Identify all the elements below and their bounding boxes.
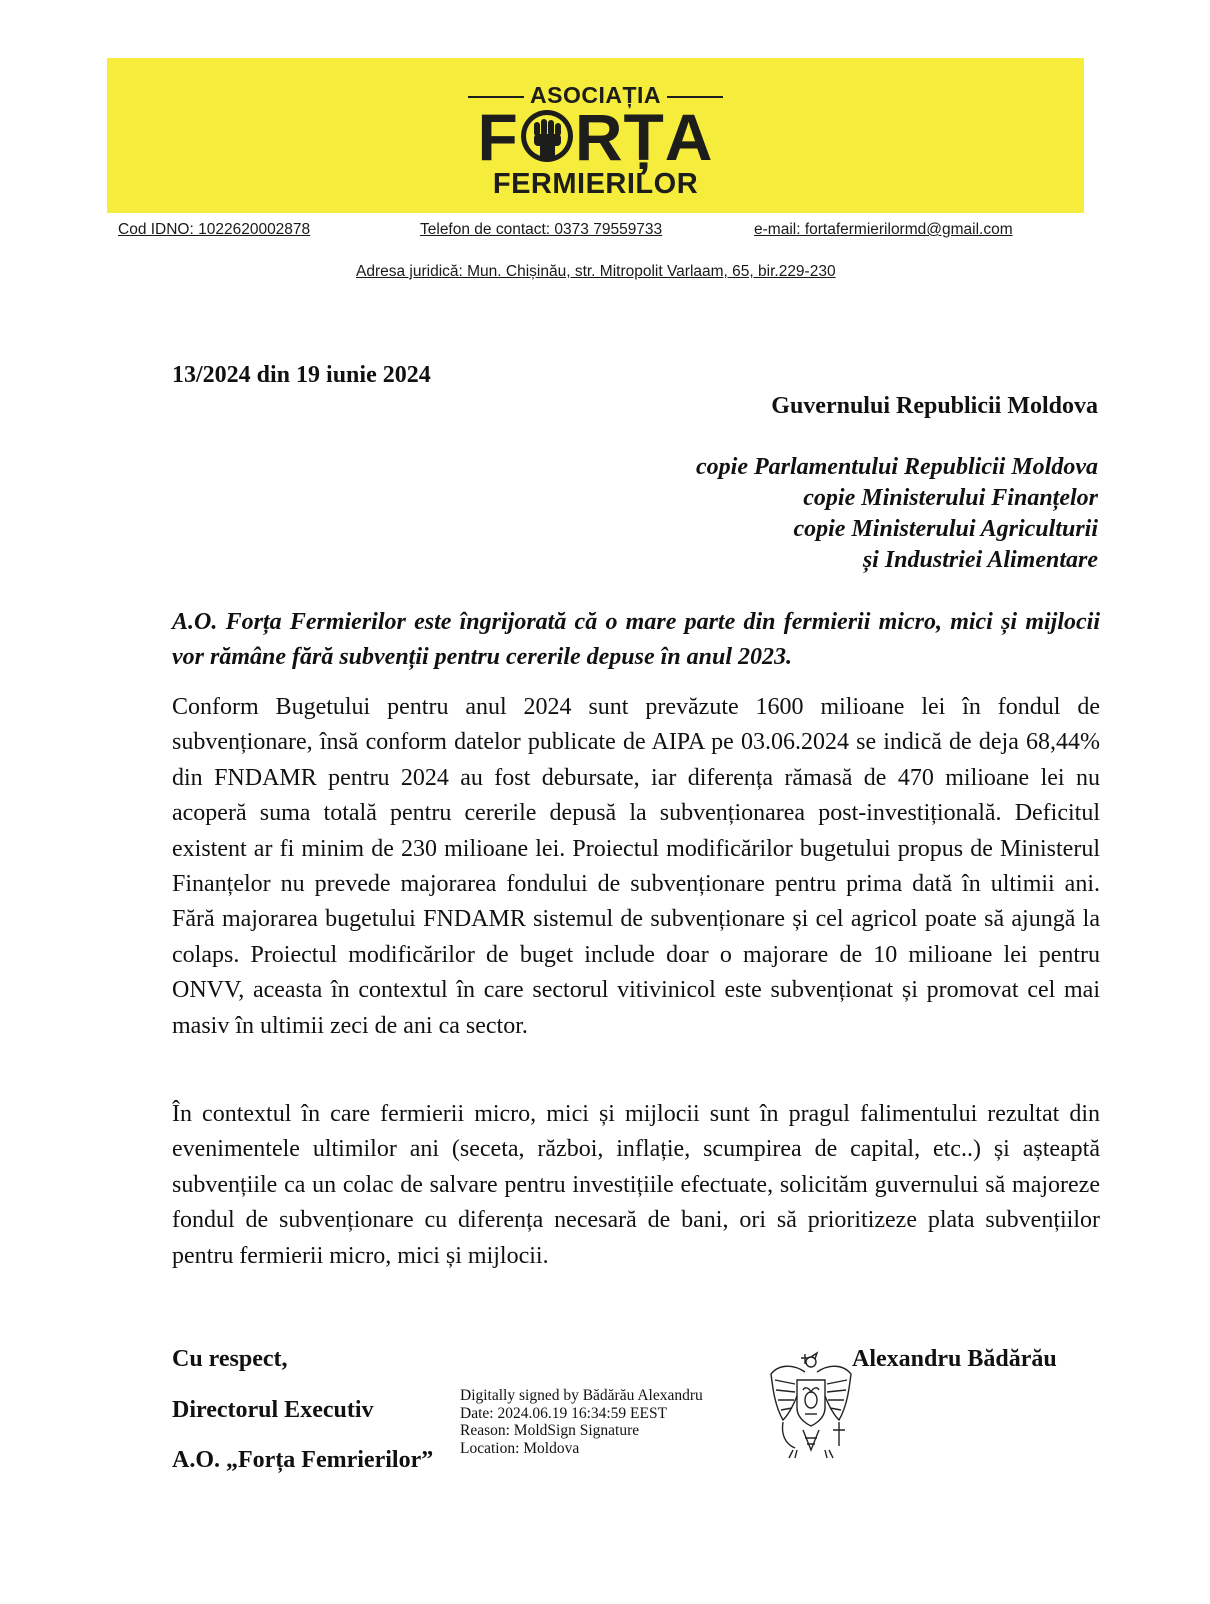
- closing-organization: A.O. „Forța Femrierilor”: [172, 1447, 434, 1473]
- logo-top-text: ASOCIAȚIA: [530, 82, 661, 108]
- body-paragraph-1: Conform Bugetului pentru anul 2024 sunt prevăzute 1600 milioane lei în fondul de subvenționare, însă conform datelor publicate de AIPA pe 03.06.2024 se indică de deja 68,44% din FNDAMR pentru 2024 au fost debursate, iar diferența rămasă de 470 milioane lei nu acoperă suma totală pentru cererile depusă la subvenționarea post-investițională. Deficitul existent ar fi minim de 230 milioane lei. Proiectul modificărilor bugetului propus de Ministerul Finanțelor nu prevede majorarea fondului de subvenționare pentru prima dată în ultimii ani. Fără majorarea bugetului FNDAMR sistemul de subvenționare și cel agricol poate să ajungă la colaps. Proiectul modificărilor de buget include doar o majorare de 10 milioane lei pentru ONVV, aceasta în contextul în care sectorul vitivinicol este subvenționat și promovat cel mai masiv în ultimii zeci de ani ca sector.: [172, 694, 1100, 1039]
- coat-of-arms-icon: [765, 1350, 857, 1462]
- letter-subject: A.O. Forța Fermierilor este îngrijorată că o mare parte din fermierii micro, mici și mijlocii vor rămâne fără subvenții pentru cererile depuse în anul 2023.: [172, 609, 1100, 671]
- recipient: Guvernului Republicii Moldova: [771, 393, 1098, 419]
- copy-line-4: și Industriei Alimentare: [862, 547, 1098, 573]
- copy-line-2: copie Ministerului Finanțelor: [803, 485, 1098, 511]
- logo-sub-text: FERMIERILOR: [492, 168, 699, 200]
- letter-number: 13/2024 din 19 iunie 2024: [172, 362, 431, 388]
- logo-rule-right: [667, 96, 723, 98]
- copy-line-1: copie Parlamentului Republicii Moldova: [696, 454, 1098, 480]
- address-text: Adresa juridică: Mun. Chișinău, str. Mitropolit Varlaam, 65, bir.229-230: [356, 263, 836, 280]
- fist-icon: [519, 106, 575, 166]
- closing-regards: Cu respect,: [172, 1346, 288, 1372]
- logo-main-after: RȚA: [574, 100, 714, 174]
- closing-position: Directorul Executiv: [172, 1397, 374, 1423]
- copy-line-3: copie Ministerului Agriculturii: [793, 516, 1098, 542]
- phone-text: Telefon de contact: 0373 79559733: [420, 221, 663, 238]
- organization-logo: [107, 58, 1084, 213]
- signer-name: Alexandru Bădărău: [852, 1346, 1057, 1372]
- signature-reason: Reason: MoldSign Signature: [460, 1422, 640, 1439]
- logo-main-before: F: [477, 100, 519, 174]
- digital-signature-block[interactable]: [460, 1387, 703, 1457]
- signature-location: Location: Moldova: [460, 1439, 580, 1457]
- idno-text: Cod IDNO: 1022620002878: [118, 221, 311, 238]
- header-banner: [107, 58, 1084, 213]
- signature-date: Date: 2024.06.19 16:34:59 EEST: [460, 1404, 668, 1422]
- body-paragraph-2: În contextul în care fermierii micro, mici și mijlocii sunt în pragul falimentului rezultat din evenimentele ultimilor ani (seceta, război, inflație, scumpirea de capital, etc..) și așteaptă subvențiile ca un colac de salvare pentru investițiile efectuate, solicităm guvernului să majoreze fondul de subvenționare cu diferența necesară de bani, ori să prioritizeze plata subvențiilor pentru fermierii micro, mici și mijlocii.: [172, 1101, 1100, 1269]
- signature-signed-by: Digitally signed by Bădărău Alexandru: [460, 1387, 703, 1404]
- email-link[interactable]: e-mail: fortafermierilormd@gmail.com: [754, 221, 1013, 238]
- logo-rule-left: [468, 96, 524, 98]
